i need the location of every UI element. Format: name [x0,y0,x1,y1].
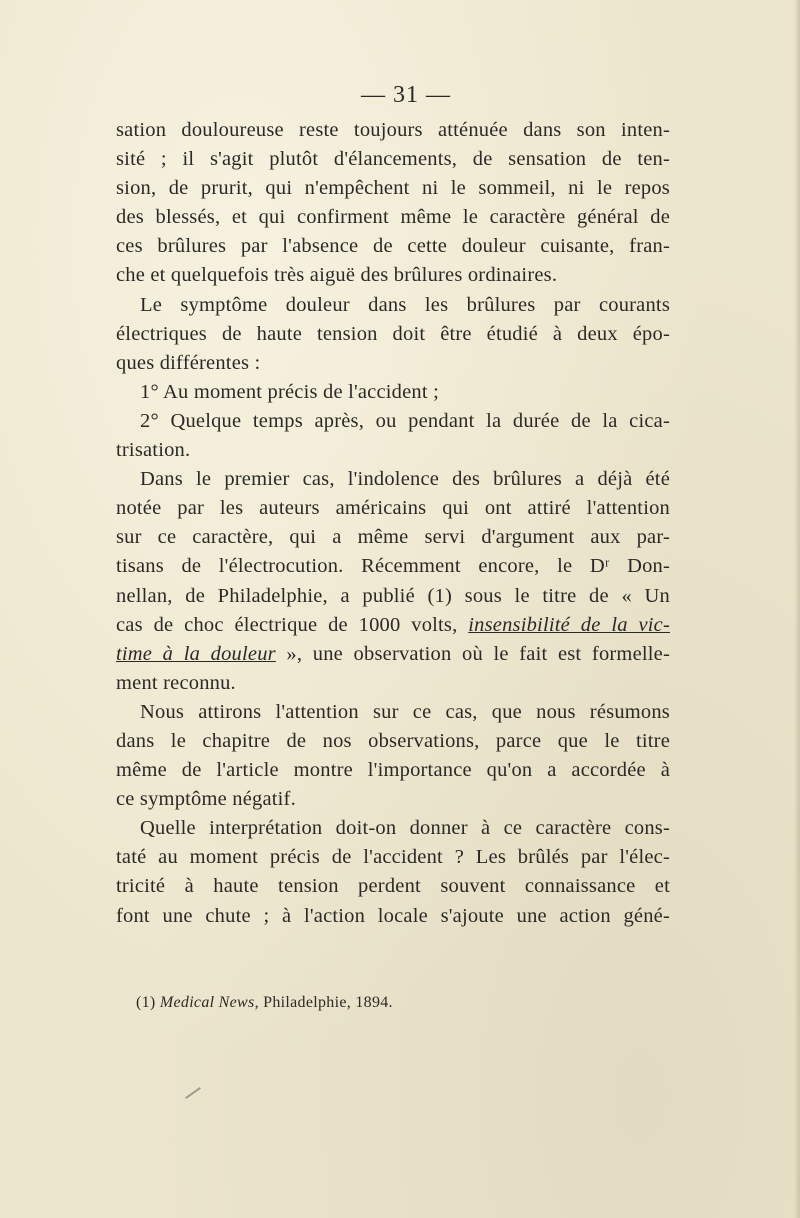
footnote-rest: , Philadelphie, 1894. [254,994,393,1011]
text-line [116,640,670,669]
page-number: — 31 — [361,82,451,108]
italic-quote-segment: insensibilité de la vic- [468,613,670,636]
text-line: ment reconnu. [116,671,236,694]
text-line: ques différentes : [116,351,261,374]
text-line: font une chute ; à l'action locale s'ajoute une action géné- [116,904,670,927]
text-segment: », une observation où le fait est formelle- [275,642,670,665]
text-line: électriques de haute tension doit être étudié à deux épo- [116,322,670,345]
text-line: nellan, de Philadelphie, a publié (1) sous le titre de « Un [116,584,670,607]
text-line: dans le chapitre de nos observations, parce que le titre [116,729,670,752]
text-line: tricité à haute tension perdent souvent connaissance et [116,875,670,898]
ink-mark [185,1087,201,1099]
text-segment: cas de choc électrique de 1000 volts, [116,613,469,636]
footnote-source: Medical News [159,994,255,1011]
text-line: sité ; il s'agit plutôt d'élancements, de sensation de ten- [116,148,670,171]
text-line: tisans de l'électrocution. Récemment encore, le Dʳ Don- [116,555,670,578]
text-line: sation douloureuse reste toujours atténuée dans son inten- [116,119,670,141]
text-line: che et quelquefois très aiguë des brûlures ordinaires. [116,264,558,287]
footnote [136,994,393,1012]
italic-quote-segment: time à la douleur [116,642,276,665]
text-line: sion, de prurit, qui n'empêchent ni le sommeil, ni le repos [116,177,670,200]
text-line: 1° Au moment précis de l'accident ; [140,380,439,403]
text-line: ces brûlures par l'absence de cette douleur cuisante, fran- [116,235,670,258]
text-line [116,611,670,640]
text-line: trisation. [116,439,191,462]
text-line: ce symptôme négatif. [116,788,296,811]
text-line: même de l'article montre l'importance qu'on a accordée à [116,759,670,782]
text-line: Nous attirons l'attention sur ce cas, que nous résumons [140,700,670,723]
text-line: des blessés, et qui confirment même le caractère général de [116,206,670,229]
footnote-marker: (1) [136,994,160,1011]
text-line: 2° Quelque temps après, ou pendant la durée de la cica- [140,409,670,432]
page-edge-shadow [794,0,800,1218]
text-line: taté au moment précis de l'accident ? Les brûlés par l'élec- [116,846,670,869]
text-line: Le symptôme douleur dans les brûlures par courants [140,293,670,316]
text-line: Dans le premier cas, l'indolence des brûlures a déjà été [140,468,670,491]
text-line: Quelle interprétation doit-on donner à ce caractère cons- [140,817,670,840]
text-line: notée par les auteurs américains qui ont attiré l'attention [116,497,670,520]
text-line: sur ce caractère, qui a même servi d'argument aux par- [116,526,670,549]
body-text [116,116,670,931]
